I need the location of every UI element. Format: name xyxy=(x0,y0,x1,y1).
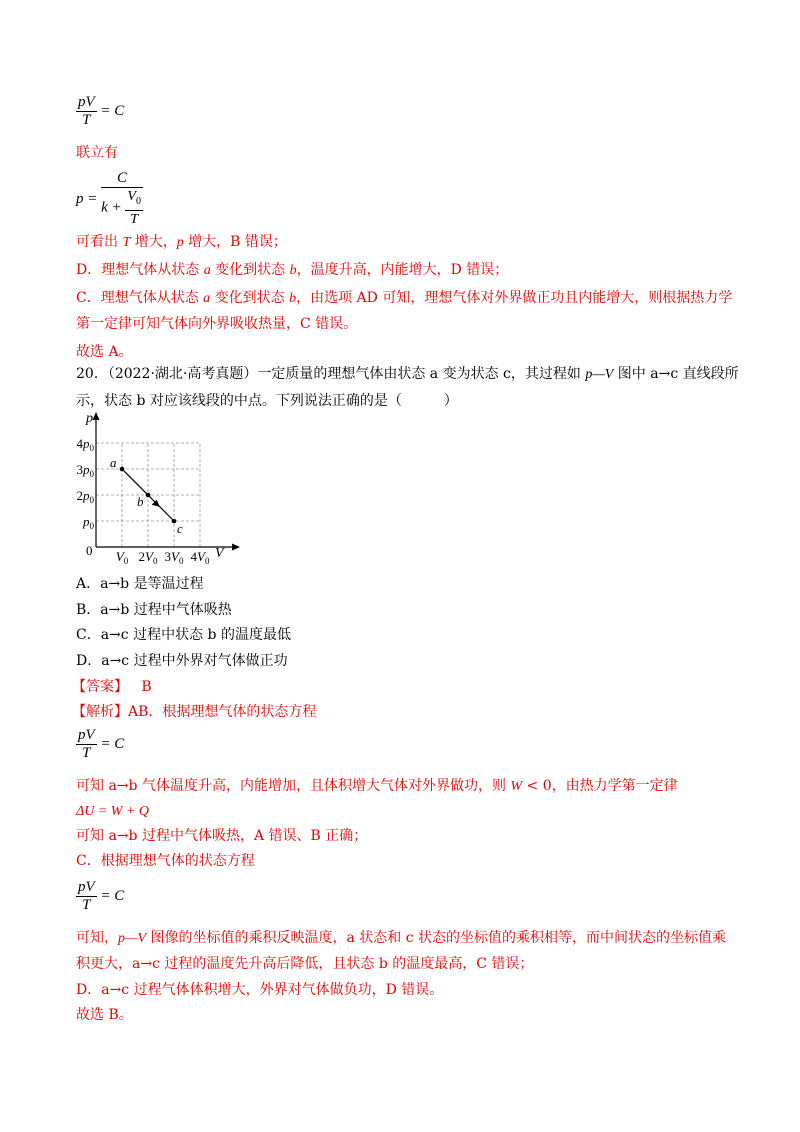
analysis-line-3 xyxy=(76,928,726,949)
equation-rhs: = C xyxy=(100,735,125,752)
line-b-conclusion xyxy=(76,232,287,253)
x-tick-labels xyxy=(116,549,210,566)
y-axis-arrow-icon xyxy=(93,412,100,420)
symbol-t: T xyxy=(122,235,131,250)
pressure-expression xyxy=(76,170,143,228)
analysis-line-4: 积更大，a→c 过程的温度先升高后降低，且状态 b 的温度最高，C 错误； xyxy=(76,956,534,972)
state-label-a: a xyxy=(110,455,117,470)
text-segment: 20．（2022·湖北·高考真题）一定质量的理想气体由状态 a 变为状态 c，其过程如 xyxy=(76,366,586,382)
answer-value: B xyxy=(141,679,152,695)
text-segment: ，温度升高，内能增大，D 错误； xyxy=(296,262,509,278)
origin-label: 0 xyxy=(86,543,93,558)
text-segment: 图像的坐标值的乘积反映温度，a 状态和 c 状态的坐标值的乘积相等，而中间状态的坐标值乘 xyxy=(146,930,726,946)
text-segment: < 0，由热力学第一定律 xyxy=(522,778,678,794)
text-segment: 可看出 xyxy=(76,234,123,250)
t-denominator: T xyxy=(130,211,139,227)
v0-subscript: 0 xyxy=(135,195,141,207)
line-d-conclusion xyxy=(76,260,508,281)
analysis-line-1 xyxy=(76,776,678,797)
combine-text: 联立有 xyxy=(76,145,118,161)
text-segment: 增大，B 错误； xyxy=(183,234,287,250)
x-axis-arrow-icon xyxy=(232,544,240,551)
x-tick-label: $3V_0$ xyxy=(164,549,184,566)
x-tick-label: $V_0$ xyxy=(115,549,129,566)
p-denominator xyxy=(101,188,143,228)
pv-symbol: p—V xyxy=(585,367,614,382)
axes xyxy=(93,412,241,551)
x-tick-label: $4V_0$ xyxy=(190,549,210,566)
answer-line xyxy=(72,677,152,697)
option-d: D．a→c 过程中外界对气体做正功 xyxy=(76,653,288,669)
y-tick-label: $4p_0$ xyxy=(76,436,94,453)
state-points xyxy=(110,455,183,536)
k-term: k + xyxy=(101,199,122,216)
fraction-denominator: T xyxy=(82,897,91,913)
pv-symbol: p—V xyxy=(118,931,146,946)
state-label-c: c xyxy=(177,521,183,536)
fraction-numerator: pV xyxy=(78,879,95,895)
state-point-b xyxy=(146,493,151,498)
symbol-a: a xyxy=(203,263,211,278)
state-equation-2 xyxy=(76,727,124,762)
state-equation-3 xyxy=(76,879,124,914)
choose-answer-a: 故选 A。 xyxy=(76,344,133,360)
analysis-line-2: 可知 a→b 过程中气体吸热，A 错误、B 正确； xyxy=(76,828,368,844)
line-c-conclusion xyxy=(76,288,732,309)
fraction-numerator: pV xyxy=(78,727,95,743)
x-tick-label: $2V_0$ xyxy=(138,549,158,566)
symbol-w: W xyxy=(510,779,523,794)
text-segment: 图中 a→c 直线段所 xyxy=(613,366,739,382)
direction-arrow-icon xyxy=(152,500,160,507)
y-tick-labels xyxy=(77,436,95,531)
p-numerator: C xyxy=(101,170,143,188)
v0-symbol: V xyxy=(127,189,136,204)
option-a: A．a→b 是等温过程 xyxy=(76,576,204,592)
y-tick-label: $3p_0$ xyxy=(76,462,94,479)
text-segment: 增大， xyxy=(130,234,177,250)
text-segment: D．理想气体从状态 xyxy=(76,262,204,278)
option-b: B．a→b 过程中气体吸热 xyxy=(76,602,232,618)
analysis-intro xyxy=(72,702,316,722)
equation-rhs: = C xyxy=(100,102,125,119)
x-axis-label: V xyxy=(215,546,224,561)
answer-label: 【答案】 xyxy=(72,679,128,695)
p-lhs: p = xyxy=(76,190,98,207)
symbol-p: p xyxy=(176,235,184,250)
fraction-denominator: T xyxy=(82,112,91,128)
analysis-d-line: D．a→c 过程气体体积增大，外界对气体做负功，D 错误。 xyxy=(76,982,444,998)
question-line-1 xyxy=(76,364,739,385)
first-law-equation: ΔU = W + Q xyxy=(76,804,149,819)
text-segment: C．理想气体从状态 xyxy=(76,290,204,306)
analysis-label: 【解析】 xyxy=(72,704,128,720)
analysis-intro-text: AB．根据理想气体的状态方程 xyxy=(128,704,317,720)
fraction-denominator: T xyxy=(82,745,91,761)
text-segment: ，由选项 AD 可知，理想气体对外界做正功且内能增大，则根据热力学 xyxy=(296,290,733,306)
option-c: C．a→c 过程中状态 b 的温度最低 xyxy=(76,627,291,643)
state-point-a xyxy=(120,467,125,472)
y-axis-label: p xyxy=(86,411,93,426)
text-segment: 变化到状态 xyxy=(210,262,290,278)
text-segment: 可知， xyxy=(76,930,118,946)
symbol-b: b xyxy=(289,291,297,306)
state-label-b: b xyxy=(137,494,144,509)
question-line-2: 示，状态 b 对应该线段的中点。下列说法正确的是（ ） xyxy=(76,393,458,409)
analysis-c-intro: C．根据理想气体的状态方程 xyxy=(76,853,255,869)
y-tick-label: $2p_0$ xyxy=(76,488,94,505)
symbol-b: b xyxy=(289,263,297,278)
y-tick-label: $p_0$ xyxy=(83,514,94,531)
fraction-numerator: pV xyxy=(78,94,95,110)
state-equation-1 xyxy=(76,94,124,129)
symbol-a: a xyxy=(203,291,211,306)
text-segment: 可知 a→b 气体温度升高，内能增加，且体积增大气体对外界做功，则 xyxy=(76,778,511,794)
pv-diagram xyxy=(68,410,248,570)
choose-answer-b: 故选 B。 xyxy=(76,1007,133,1023)
line-c-conclusion-cont: 第一定律可知气体向外界吸收热量，C 错误。 xyxy=(76,316,358,332)
text-segment: 变化到状态 xyxy=(210,290,290,306)
equation-rhs: = C xyxy=(100,887,125,904)
state-point-c xyxy=(172,519,177,524)
